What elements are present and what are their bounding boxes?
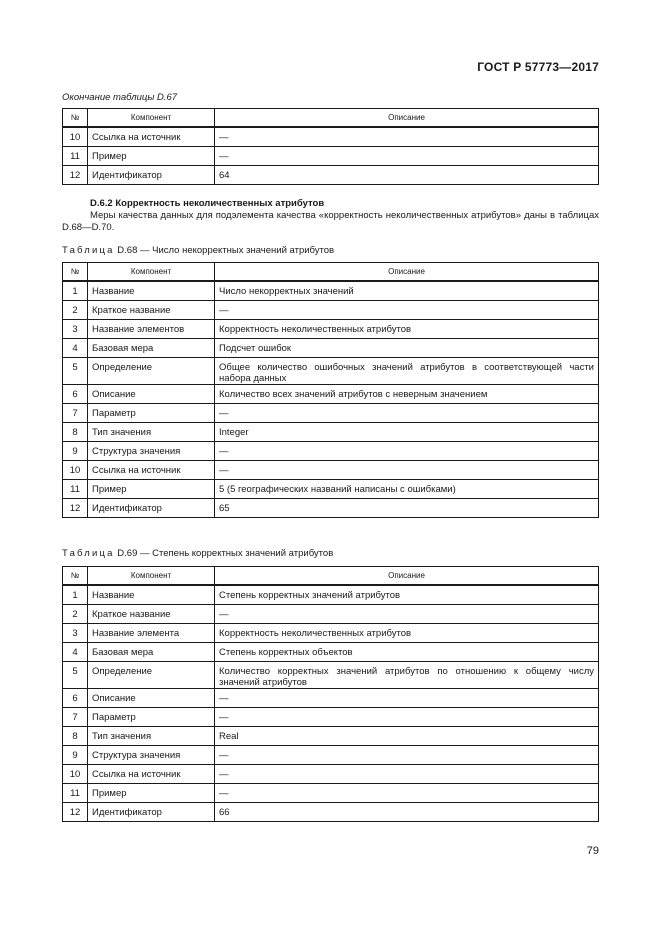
cell-description: Число некорректных значений — [215, 281, 599, 300]
caption-prefix: Таблица — [62, 548, 115, 559]
cell-component: Определение — [88, 357, 215, 384]
cell-num: 4 — [63, 642, 88, 661]
cell-num: 11 — [63, 146, 88, 165]
cell-component: Название элементов — [88, 319, 215, 338]
cell-component: Структура значения — [88, 441, 215, 460]
cell-component: Тип значения — [88, 726, 215, 745]
table-row — [63, 281, 599, 300]
table-d68-caption — [62, 245, 334, 256]
cell-num: 8 — [63, 422, 88, 441]
cell-component: Идентификатор — [88, 802, 215, 821]
cell-component: Базовая мера — [88, 642, 215, 661]
cell-description: Корректность неколичественных атрибутов — [215, 319, 599, 338]
cell-description: — — [215, 146, 599, 165]
cell-description: Корректность неколичественных атрибутов — [215, 623, 599, 642]
cell-num: 1 — [63, 585, 88, 604]
header-component: Компонент — [88, 109, 215, 128]
table-row — [63, 764, 599, 783]
cell-num: 12 — [63, 802, 88, 821]
table-row — [63, 403, 599, 422]
table-d69 — [62, 566, 599, 822]
table-header-row — [63, 263, 599, 282]
cell-description: — — [215, 441, 599, 460]
table-d67-end — [62, 108, 599, 185]
table-row — [63, 623, 599, 642]
cell-description: — — [215, 127, 599, 146]
cell-num: 10 — [63, 127, 88, 146]
cell-component: Ссылка на источник — [88, 460, 215, 479]
table-header-row — [63, 109, 599, 128]
cell-description: — — [215, 403, 599, 422]
cell-num: 5 — [63, 661, 88, 688]
header-component: Компонент — [88, 567, 215, 586]
cell-component: Описание — [88, 688, 215, 707]
cell-description: 5 (5 географических названий написаны с ошибками) — [215, 479, 599, 498]
table-row — [63, 585, 599, 604]
cell-component: Определение — [88, 661, 215, 688]
cell-component: Ссылка на источник — [88, 127, 215, 146]
table-row — [63, 441, 599, 460]
cell-description: Подсчет ошибок — [215, 338, 599, 357]
cell-component: Идентификатор — [88, 498, 215, 517]
cell-component: Пример — [88, 146, 215, 165]
cell-description: — — [215, 604, 599, 623]
header-component: Компонент — [88, 263, 215, 282]
cell-description: Степень корректных объектов — [215, 642, 599, 661]
caption-prefix: Таблица — [62, 245, 115, 256]
cell-num: 11 — [63, 783, 88, 802]
cell-component: Идентификатор — [88, 165, 215, 184]
cell-num: 8 — [63, 726, 88, 745]
table-row — [63, 661, 599, 688]
cell-description: — — [215, 783, 599, 802]
table-row — [63, 460, 599, 479]
cell-num: 2 — [63, 300, 88, 319]
cell-description: Real — [215, 726, 599, 745]
cell-num: 6 — [63, 384, 88, 403]
table-row — [63, 783, 599, 802]
table-row — [63, 127, 599, 146]
continuation-caption: Окончание таблицы D.67 — [62, 92, 178, 103]
cell-component: Параметр — [88, 707, 215, 726]
cell-num: 9 — [63, 441, 88, 460]
cell-description: — — [215, 764, 599, 783]
table-row — [63, 498, 599, 517]
cell-component: Краткое название — [88, 300, 215, 319]
table-row — [63, 384, 599, 403]
cell-component: Название — [88, 281, 215, 300]
header-description: Описание — [215, 263, 599, 282]
cell-component: Название элемента — [88, 623, 215, 642]
cell-component: Название — [88, 585, 215, 604]
cell-num: 3 — [63, 623, 88, 642]
document-standard-header: ГОСТ Р 57773—2017 — [477, 60, 599, 74]
cell-description: Степень корректных значений атрибутов — [215, 585, 599, 604]
cell-num: 10 — [63, 460, 88, 479]
cell-num: 10 — [63, 764, 88, 783]
caption-text: D.68 — Число некорректных значений атрибутов — [117, 245, 335, 256]
cell-description: Количество корректных значений атрибутов по отношению к общему числу значений атрибутов — [215, 661, 599, 688]
cell-num: 9 — [63, 745, 88, 764]
cell-description: 66 — [215, 802, 599, 821]
caption-text: D.69 — Степень корректных значений атрибутов — [117, 548, 334, 559]
cell-num: 7 — [63, 403, 88, 422]
cell-component: Ссылка на источник — [88, 764, 215, 783]
table-row — [63, 165, 599, 184]
cell-component: Пример — [88, 479, 215, 498]
cell-num: 4 — [63, 338, 88, 357]
header-description: Описание — [215, 567, 599, 586]
section-paragraph: Меры качества данных для подэлемента качества «корректность неколичественных атрибутов» даны в таблицах D.68—D.70. — [62, 210, 599, 233]
cell-num: 6 — [63, 688, 88, 707]
cell-num: 7 — [63, 707, 88, 726]
table-row — [63, 642, 599, 661]
table-row — [63, 726, 599, 745]
page-number: 79 — [586, 845, 599, 857]
header-num: № — [63, 263, 88, 282]
table-row — [63, 688, 599, 707]
table-row — [63, 338, 599, 357]
table-row — [63, 802, 599, 821]
cell-description: Количество всех значений атрибутов с неверным значением — [215, 384, 599, 403]
table-row — [63, 479, 599, 498]
cell-component: Описание — [88, 384, 215, 403]
cell-component: Пример — [88, 783, 215, 802]
cell-num: 2 — [63, 604, 88, 623]
cell-component: Тип значения — [88, 422, 215, 441]
table-row — [63, 745, 599, 764]
header-num: № — [63, 567, 88, 586]
cell-component: Параметр — [88, 403, 215, 422]
table-row — [63, 604, 599, 623]
cell-num: 12 — [63, 165, 88, 184]
cell-num: 12 — [63, 498, 88, 517]
cell-description: — — [215, 688, 599, 707]
cell-description: 65 — [215, 498, 599, 517]
table-row — [63, 422, 599, 441]
cell-num: 11 — [63, 479, 88, 498]
table-row — [63, 707, 599, 726]
header-description: Описание — [215, 109, 599, 128]
cell-num: 3 — [63, 319, 88, 338]
cell-description: — — [215, 300, 599, 319]
cell-description: — — [215, 745, 599, 764]
header-num: № — [63, 109, 88, 128]
table-d69-caption — [62, 548, 333, 559]
cell-description: — — [215, 707, 599, 726]
table-d68 — [62, 262, 599, 518]
section-title: D.6.2 Корректность неколичественных атрибутов — [90, 198, 325, 209]
cell-component: Структура значения — [88, 745, 215, 764]
table-row — [63, 146, 599, 165]
table-header-row — [63, 567, 599, 586]
cell-component: Базовая мера — [88, 338, 215, 357]
table-row — [63, 319, 599, 338]
cell-description: Integer — [215, 422, 599, 441]
cell-num: 5 — [63, 357, 88, 384]
cell-description: — — [215, 460, 599, 479]
cell-component: Краткое название — [88, 604, 215, 623]
table-row — [63, 300, 599, 319]
table-row — [63, 357, 599, 384]
cell-description: 64 — [215, 165, 599, 184]
cell-description: Общее количество ошибочных значений атрибутов в соответствующей части набора данных — [215, 357, 599, 384]
cell-num: 1 — [63, 281, 88, 300]
